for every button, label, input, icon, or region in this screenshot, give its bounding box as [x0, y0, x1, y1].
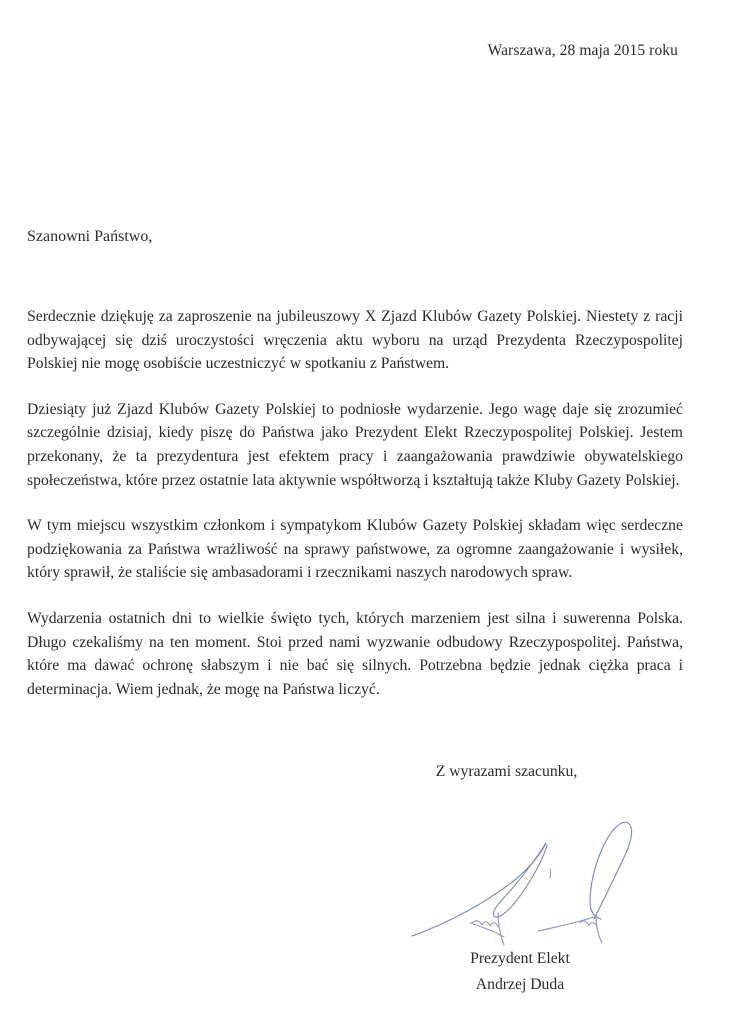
body-paragraph: Dziesiąty już Zjazd Klubów Gazety Polskiej to podniosłe wydarzenie. Jego wagę daje się zrozumieć szczególnie dzisiaj, kiedy piszę do Państwa jako Prezydent Elekt Rzeczypospolitej Polskiej. Jestem przekonany, że ta prezydentura jest efektem pracy i zaangażowania prawdziwie obywatelskiego społeczeństwa, które przez ostatnie lata aktywnie współtworzą i kształtują także Kluby Gazety Polskiej.	[27, 400, 683, 489]
body-paragraph: W tym miejscu wszystkim członkom i sympatykom Klubów Gazety Polskiej składam więc serdeczne podziękowania za Państwa wrażliwość na sprawy państwowe, za ogromne zaangażowanie i wysiłek, który sprawił, że staliście się ambasadorami i rzecznikami naszych narodowych spraw.	[27, 517, 683, 582]
signatory-title: Prezydent Elekt	[470, 950, 570, 967]
letter-body	[27, 305, 683, 701]
signature-block	[370, 946, 670, 998]
salutation: Szanowni Państwo,	[27, 228, 153, 245]
date-line: Warszawa, 28 maja 2015 roku	[487, 42, 678, 59]
body-paragraph: Wydarzenia ostatnich dni to wielkie święto tych, których marzeniem jest silna i suwerenna Polska. Długo czekaliśmy na ten moment. Stoi przed nami wyzwanie odbudowy Rzeczypospolitej. Państwa, które ma dawać ochronę słabszym i nie bać się silnych. Potrzebna będzie jednak ciężka praca i determinacja. Wiem jednak, że mogę na Państwa liczyć.	[27, 609, 683, 698]
handwritten-signature-icon	[398, 793, 668, 951]
body-paragraph: Serdecznie dziękuję za zaproszenie na jubileuszowy X Zjazd Klubów Gazety Polskiej. Niestety z racji odbywającej się dziś uroczystości wręczenia aktu wyboru na urząd Prezydenta Rzeczypospolitej Polskiej nie mogę osobiście uczestniczyć w spotkaniu z Państwem.	[27, 308, 683, 373]
signatory-name: Andrzej Duda	[475, 976, 565, 993]
closing-line: Z wyrazami szacunku,	[435, 763, 578, 780]
